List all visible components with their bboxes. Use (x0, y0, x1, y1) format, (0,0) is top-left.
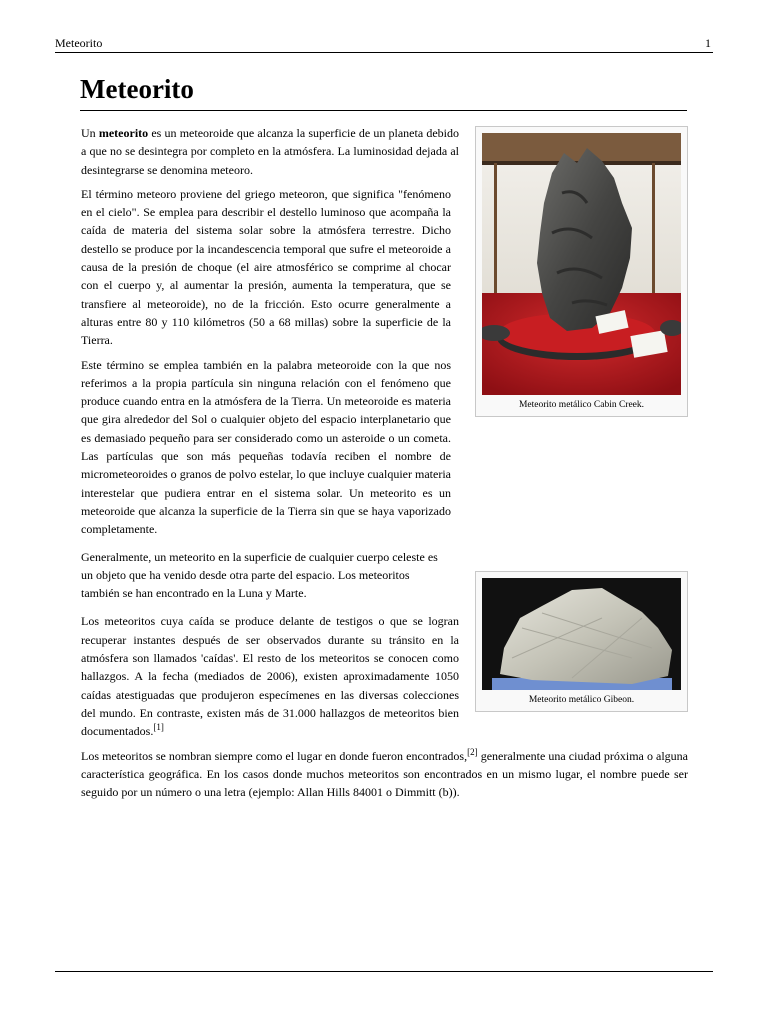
gibeon-meteorite-image (482, 578, 681, 690)
figure-caption: Meteorito metálico Gibeon. (528, 694, 635, 705)
term-meteorito: meteorito (98, 126, 149, 140)
page-number: 1 (705, 36, 711, 50)
paragraph-intro: Un meteorito es un meteoroide que alcanza la superficie de un planeta debido a que no se desintegra por completo en la atmósfera. La luminosidad dejada al desintegrarse se denomina meteoro. (81, 126, 459, 177)
paragraph-caidas: Los meteoritos cuya caída se produce delante de testigos o que se logran recuperar instantes después de ser observados durante su tránsito en la atmósfera son llamados 'caídas'. El resto de los meteoritos se conocen como hallazgos. A la fecha (mediados de 2006), existen aproximadamente 1050 caídas atestiguadas que produjeron especímenes en las diversas colecciones del mundo. En contraste, existen más de 31.000 hallazgos de meteoritos bien documentados.[1] (81, 614, 459, 739)
running-head-title: Meteorito (55, 36, 103, 50)
paragraph-naming: Los meteoritos se nombran siempre como el lugar en donde fueron encontrados,[2] generalmente una ciudad próxima o alguna característica geográfica. En los casos donde muchos meteoritos son encontrados en un mismo lugar, el nombre puede ser seguido por un número o una letra (ejemplo: Allan Hills 84001 o Dimmitt (b)). (81, 746, 689, 800)
cabin-creek-meteorite-image (482, 133, 681, 395)
paragraph-origin: Generalmente, un meteorito en la superficie de cualquier cuerpo celeste es un objeto que ha venido desde otra parte del espacio. Los meteoritos también se han encontrado en la Luna y Marte. (81, 549, 438, 601)
figure-gibeon[interactable] (475, 571, 688, 712)
reference-link[interactable]: [2] (467, 746, 478, 757)
figure-caption: Meteorito metálico Cabin Creek. (518, 400, 645, 410)
footer-rule (55, 971, 713, 972)
paragraph-meteoroide: Este término se emplea también en la palabra meteoroide con la que nos referimos a la propia partícula sin ninguna relación con el fenómeno que produce cuando entra en la atmósfera de la Tierra. Un meteoroide es materia que gira alrededor del Sol o cualquier objeto del espacio interplanetario que es demasiado pequeño para ser considerado como un asteroide o un cometa. Las partículas que son más pequeñas todavía reciben el nombre de micrometeoroides o granos de polvo estelar, lo que incluye cualquier materia interestelar que pudiera entrar en el sistema solar. Un meteorito es un meteoroide que alcanza la superficie de la Tierra sin que se haya vaporizado completamente. (81, 357, 451, 537)
reference-link[interactable]: [1] (153, 722, 164, 733)
article-title: Meteorito (80, 72, 687, 111)
paragraph-etymology: El término meteoro proviene del griego meteoron, que significa "fenómeno en el cielo". Se emplea para describir el destello luminoso que acompaña la caída de materia del sistema solar sobre la atmósfera terrestre. Dicho destello se produce por la incandescencia temporal que sufre el meteoroide a causa de la presión de choque (el aire atmosférico se comprime al chocar con el cuerpo y, al aumentar la presión, aumenta la temperatura, que se transfiere al meteoroide), no de la fricción. Esto ocurre generalmente a alturas entre 80 y 110 kilómetros (50 a 68 millas) sobre la superficie de la Tierra. (81, 186, 451, 348)
figure-cabin-creek[interactable] (475, 126, 688, 417)
running-head (55, 35, 713, 53)
article-body (81, 124, 688, 807)
